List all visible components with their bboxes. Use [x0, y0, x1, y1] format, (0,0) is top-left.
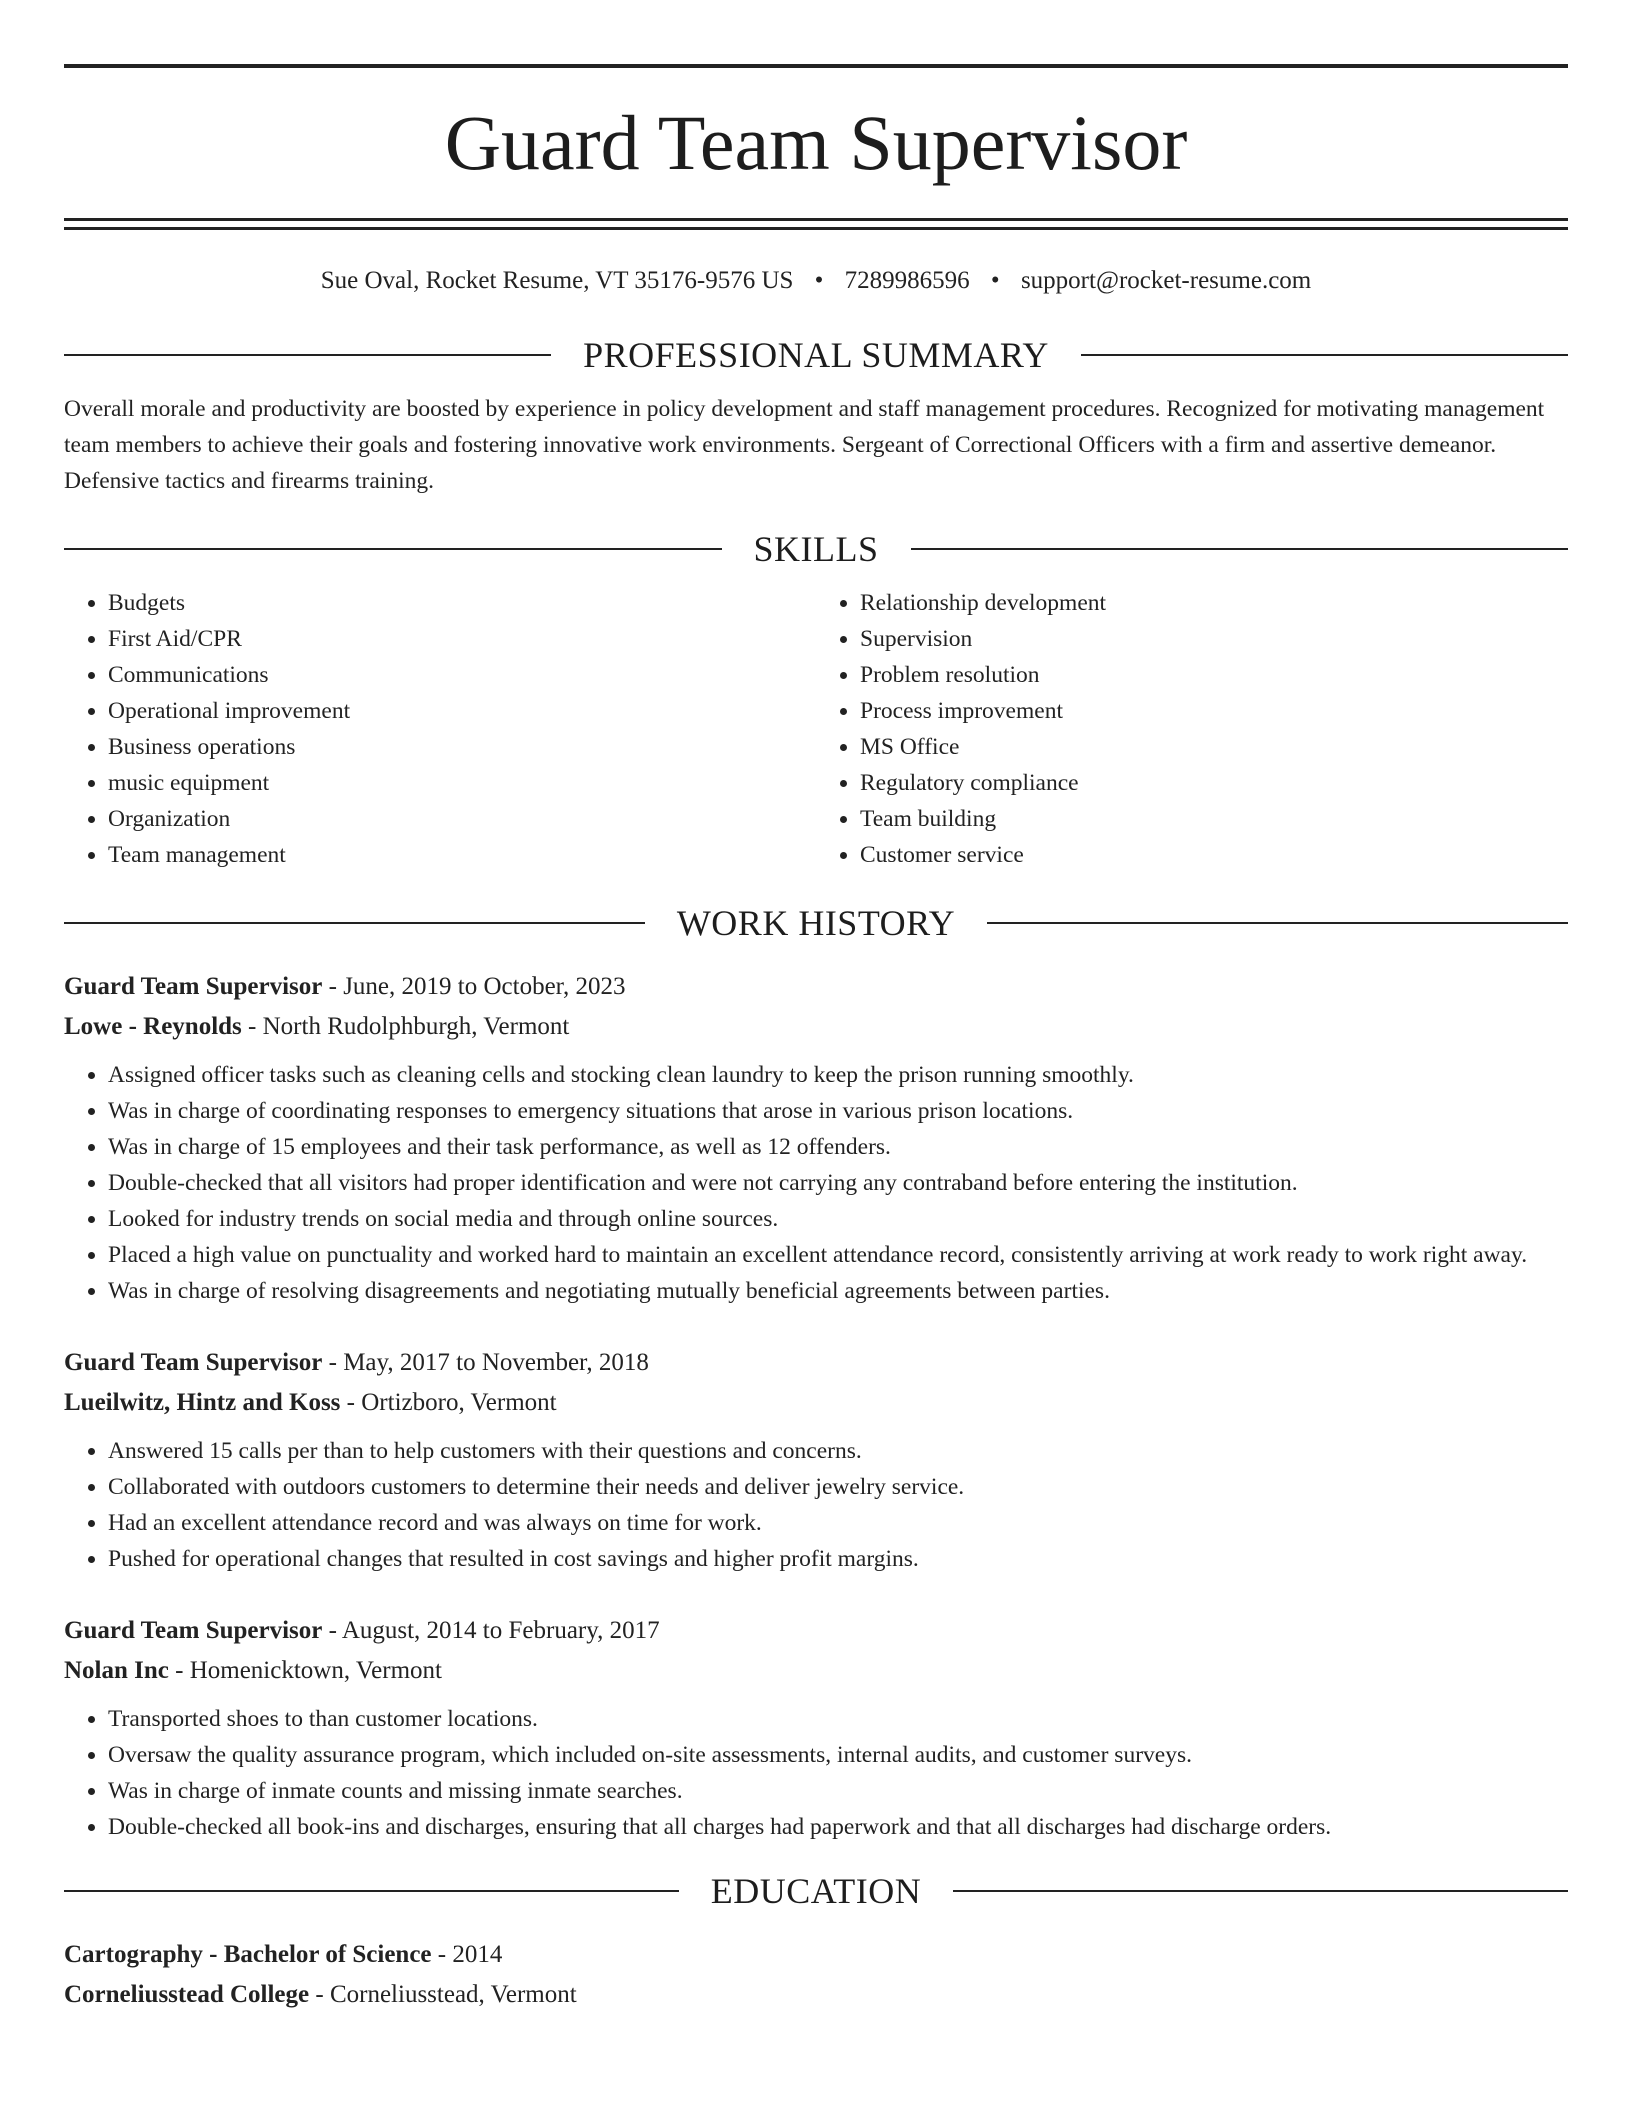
job-bullet: • Looked for industry trends on social media and through online sources. [108, 1201, 1568, 1237]
skill-item: • Customer service [860, 837, 1568, 873]
job-bullet: • Transported shoes to than customer locations. [108, 1701, 1568, 1737]
job-location: - Ortizboro, Vermont [340, 1389, 557, 1416]
summary-text: Overall morale and productivity are boosted by experience in policy development and staff management procedures. Recognized for motivating management team members to achieve their goals and fostering innovative work environments. Sergeant of Correctional Officers with a firm and assertive demeanor. Defensive tactics and firearms training. [64, 396, 1545, 494]
skill-item: • Team management [108, 837, 816, 873]
job-company-line [64, 1007, 1568, 1047]
heading-rule [953, 1890, 1568, 1892]
work-heading-text: WORK HISTORY [676, 903, 956, 943]
work-heading [64, 901, 1568, 945]
job-entry [64, 1611, 1568, 1845]
skill-item: • Regulatory compliance [860, 765, 1568, 801]
skill-item: • Communications [108, 657, 816, 693]
job-entry [64, 967, 1568, 1309]
heading-rule [64, 354, 551, 356]
job-bullet: • Double-checked all book-ins and discharges, ensuring that all charges had paperwork and that all discharges had discharge orders. [108, 1809, 1568, 1845]
job-bullet: • Assigned officer tasks such as cleaning cells and stocking clean laundry to keep the prison running smoothly. [108, 1057, 1568, 1093]
skill-item: • Supervision [860, 621, 1568, 657]
skill-item: • MS Office [860, 729, 1568, 765]
skill-item: • Relationship development [860, 585, 1568, 621]
job-bullets [64, 1057, 1568, 1309]
skills-list [64, 585, 1568, 873]
skill-item: • First Aid/CPR [108, 621, 816, 657]
job-bullet: • Had an excellent attendance record and was always on time for work. [108, 1505, 1568, 1541]
contact-separator: • [814, 267, 824, 294]
title-double-rule [64, 218, 1568, 230]
job-bullet: • Double-checked that all visitors had proper identification and were not carrying any contraband before entering the institution. [108, 1165, 1568, 1201]
skill-item: • Organization [108, 801, 816, 837]
heading-rule [987, 922, 1568, 924]
job-bullet: • Was in charge of 15 employees and their task performance, as well as 12 offenders. [108, 1129, 1568, 1165]
job-title: Guard Team Supervisor [64, 1617, 323, 1644]
job-bullet: • Was in charge of coordinating responses to emergency situations that arose in various prison locations. [108, 1093, 1568, 1129]
job-title-line [64, 1611, 1568, 1651]
contact-address: Sue Oval, Rocket Resume, VT 35176-9576 US [320, 267, 794, 294]
education-degree: Cartography - Bachelor of Science [64, 1941, 432, 1968]
heading-rule [64, 548, 722, 550]
job-company-line [64, 1651, 1568, 1691]
job-company: Lueilwitz, Hintz and Koss [64, 1389, 341, 1416]
heading-rule [64, 1890, 679, 1892]
education-heading-text: EDUCATION [710, 1871, 922, 1911]
job-title: Guard Team Supervisor [64, 1349, 323, 1376]
education-heading [64, 1869, 1568, 1913]
job-bullet: • Oversaw the quality assurance program, which included on-site assessments, internal audits, and customer surveys. [108, 1737, 1568, 1773]
job-bullet: • Was in charge of resolving disagreements and negotiating mutually beneficial agreements between parties. [108, 1273, 1568, 1309]
job-title-line [64, 1343, 1568, 1383]
skills-heading-text: SKILLS [753, 529, 879, 569]
job-company-line [64, 1383, 1568, 1423]
job-bullets [64, 1701, 1568, 1845]
resume-title: Guard Team Supervisor [444, 99, 1188, 186]
job-bullet: • Placed a high value on punctuality and worked hard to maintain an excellent attendance record, consistently arriving at work ready to work right away. [108, 1237, 1568, 1273]
skills-column-left [64, 585, 816, 873]
job-bullets [64, 1433, 1568, 1577]
top-rule [64, 64, 1568, 68]
education-school: Corneliusstead College [64, 1981, 310, 2008]
education-year: - 2014 [431, 1941, 503, 1968]
education-school-line [64, 1975, 1568, 2015]
job-title: Guard Team Supervisor [64, 973, 323, 1000]
education-location: - Corneliusstead, Vermont [309, 1981, 577, 2008]
summary-heading [64, 333, 1568, 377]
skill-item: • Budgets [108, 585, 816, 621]
job-bullet: • Was in charge of inmate counts and missing inmate searches. [108, 1773, 1568, 1809]
contact-email: support@rocket-resume.com [1020, 267, 1312, 294]
contact-separator: • [990, 267, 1000, 294]
job-company: Nolan Inc [64, 1657, 169, 1684]
job-bullet: • Answered 15 calls per than to help customers with their questions and concerns. [108, 1433, 1568, 1469]
heading-rule [911, 548, 1569, 550]
summary-heading-text: PROFESSIONAL SUMMARY [583, 335, 1049, 375]
skill-item: • Team building [860, 801, 1568, 837]
skill-item: • Problem resolution [860, 657, 1568, 693]
heading-rule [64, 922, 645, 924]
education-entry [64, 1935, 1568, 2015]
contact-phone: 7289986596 [844, 267, 970, 294]
skills-heading [64, 527, 1568, 571]
skill-item: • Process improvement [860, 693, 1568, 729]
job-location: - Homenicktown, Vermont [168, 1657, 442, 1684]
heading-rule [1081, 354, 1568, 356]
contact-line [64, 265, 1568, 297]
job-entry [64, 1343, 1568, 1577]
skill-item: • Operational improvement [108, 693, 816, 729]
job-dates: - August, 2014 to February, 2017 [322, 1617, 660, 1644]
job-location: - North Rudolphburgh, Vermont [241, 1013, 570, 1040]
job-bullet: • Pushed for operational changes that resulted in cost savings and higher profit margins. [108, 1541, 1568, 1577]
education-degree-line [64, 1935, 1568, 1975]
job-dates: - June, 2019 to October, 2023 [322, 973, 626, 1000]
skill-item: • Business operations [108, 729, 816, 765]
job-company: Lowe - Reynolds [64, 1013, 242, 1040]
job-title-line [64, 967, 1568, 1007]
job-bullet: • Collaborated with outdoors customers to determine their needs and deliver jewelry service. [108, 1469, 1568, 1505]
skills-column-right [816, 585, 1568, 873]
skill-item: • music equipment [108, 765, 816, 801]
job-dates: - May, 2017 to November, 2018 [322, 1349, 649, 1376]
